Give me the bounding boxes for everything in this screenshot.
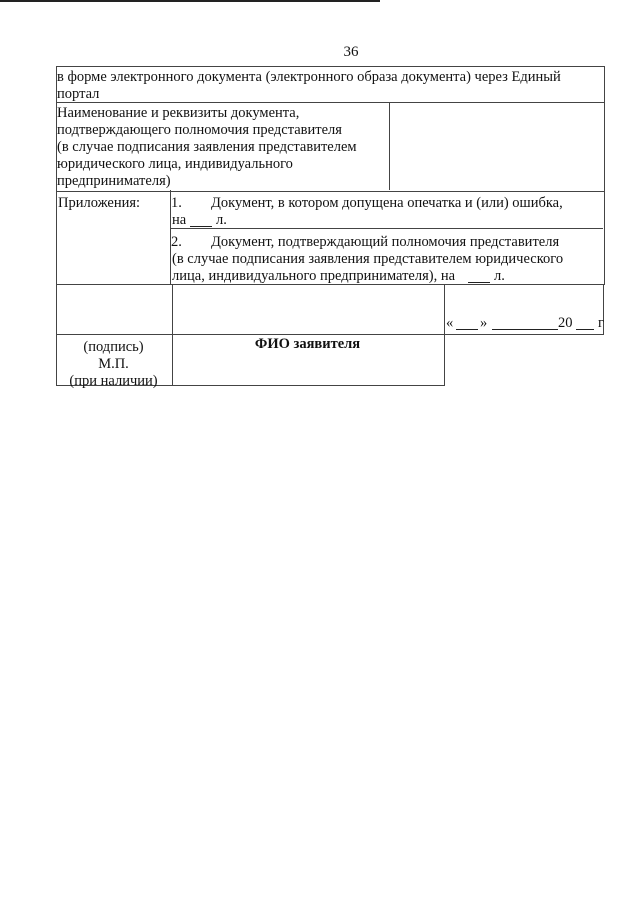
attachment-2-line-1: Документ, подтверждающий полномочия представителя bbox=[211, 234, 560, 250]
representative-line-4: юридического лица, индивидуального bbox=[57, 156, 293, 172]
attachment-1-suffix: л. bbox=[216, 212, 227, 228]
attachment-1-prefix: на bbox=[172, 212, 187, 228]
date-day-blank bbox=[456, 316, 478, 330]
date-close-quote: » bbox=[480, 315, 488, 331]
date-month-blank bbox=[492, 316, 558, 330]
representative-line-3: (в случае подписания заявления представителем bbox=[57, 139, 357, 155]
attachment-2-line-3: лица, индивидуального предпринимателя), на bbox=[172, 268, 456, 284]
representative-line-5: предпринимателя) bbox=[57, 173, 171, 189]
date-open-quote: « bbox=[446, 315, 454, 331]
caption-if-any: (при наличии) bbox=[69, 373, 158, 389]
date-year-suffix: г bbox=[598, 315, 604, 331]
attachments-label: Приложения: bbox=[58, 195, 141, 211]
attachment-2-suffix: л. bbox=[494, 268, 505, 284]
top-rule bbox=[0, 0, 380, 2]
date-field[interactable] bbox=[444, 314, 609, 334]
caption-stamp: М.П. bbox=[98, 356, 129, 372]
attachment-2-sheets-blank bbox=[468, 269, 490, 283]
page-number: 36 bbox=[343, 44, 359, 60]
portal-line-1: в форме электронного документа (электронного образа документа) через Единый bbox=[57, 69, 561, 85]
signature-stamp-separator bbox=[56, 334, 444, 335]
date-year-prefix: 20 bbox=[558, 315, 573, 331]
date-year-blank bbox=[576, 316, 594, 330]
representative-line-1: Наименование и реквизиты документа, bbox=[57, 105, 300, 121]
attachment-1-text: Документ, в котором допущена опечатка и (или) ошибка, bbox=[211, 195, 563, 211]
representative-line-2: подтверждающего полномочия представителя bbox=[57, 122, 342, 138]
representative-docs-divider bbox=[389, 102, 390, 190]
portal-line-2: портал bbox=[57, 86, 100, 102]
attachment-1-sheets-blank bbox=[190, 213, 212, 227]
caption-applicant-name: ФИО заявителя bbox=[254, 336, 361, 352]
caption-signature: (подпись) bbox=[83, 339, 144, 355]
attachment-2-number: 2. bbox=[171, 234, 182, 250]
attachment-2-line-2: (в случае подписания заявления представителем юридического bbox=[172, 251, 564, 267]
attachment-1-number: 1. bbox=[171, 195, 182, 211]
attachments-item-separator bbox=[170, 228, 603, 229]
signature-cell-name bbox=[171, 284, 445, 386]
